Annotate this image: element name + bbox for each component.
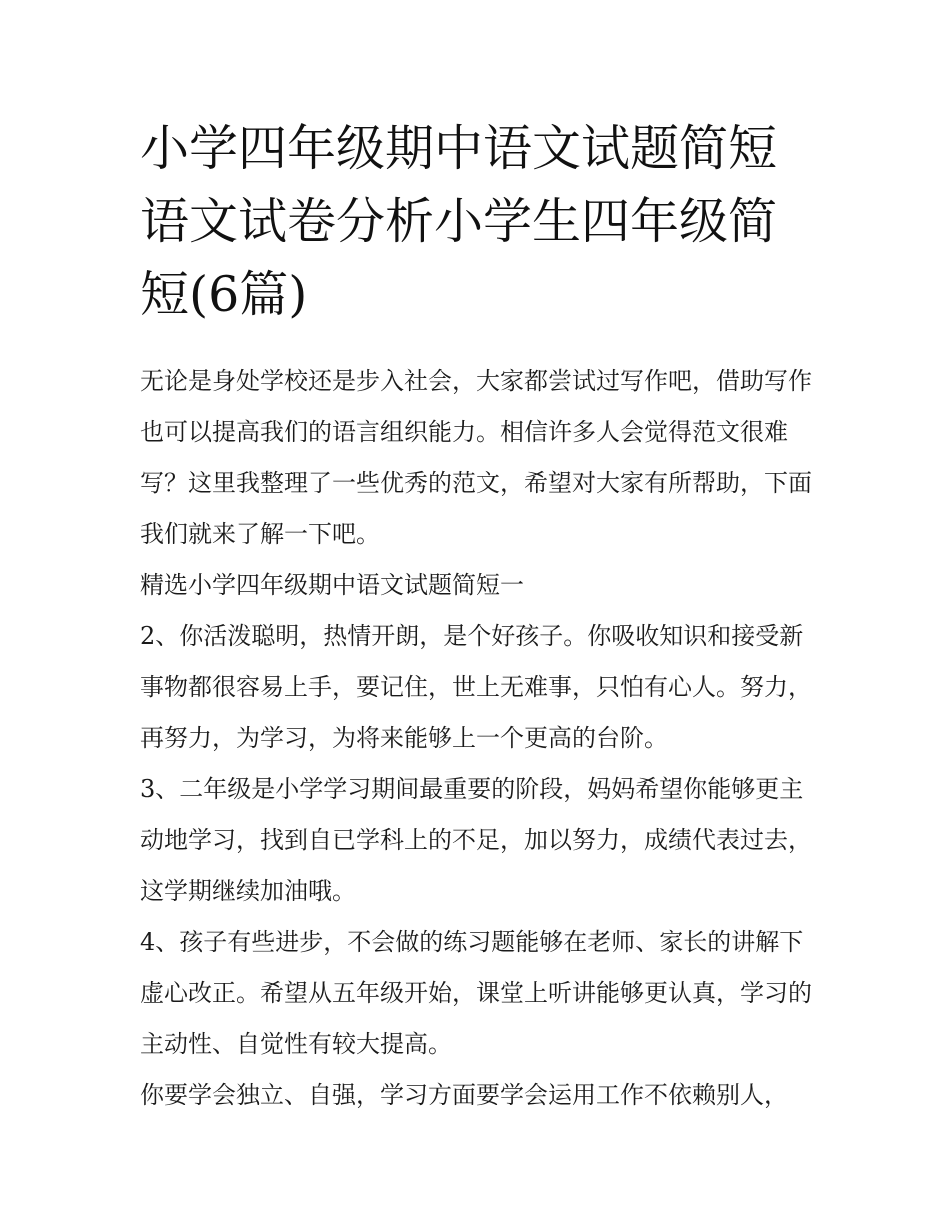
document-body [140, 356, 812, 1121]
list-item-4: 4、孩子有些进步，不会做的练习题能够在老师、家长的讲解下虚心改正。希望从五年级开始，课堂上听讲能够更认真，学习的主动性、自觉性有较大提高。 [140, 928, 812, 1058]
document-title: 小学四年级期中语文试题简短语文试卷分析小学生四年级简短(6篇) [140, 120, 778, 323]
closing-paragraph: 你要学会独立、自强，学习方面要学会运用工作不依赖别人， [140, 1081, 788, 1109]
list-item-2: 2、你活泼聪明，热情开朗，是个好孩子。你吸收知识和接受新事物都很容易上手，要记住，世上无难事，只怕有心人。努力，再努力，为学习，为将来能够上一个更高的台阶。 [140, 622, 812, 752]
list-item-3: 3、二年级是小学学习期间最重要的阶段，妈妈希望你能够更主动地学习，找到自已学科上的不足，加以努力，成绩代表过去，这学期继续加油哦。 [140, 775, 812, 905]
intro-paragraph: 无论是身处学校还是步入社会，大家都尝试过写作吧，借助写作也可以提高我们的语言组织能力。相信许多人会觉得范文很难写？这里我整理了一些优秀的范文，希望对大家有所帮助，下面我们就来了解一下吧。 [140, 367, 812, 548]
section-heading: 精选小学四年级期中语文试题简短一 [140, 571, 524, 599]
